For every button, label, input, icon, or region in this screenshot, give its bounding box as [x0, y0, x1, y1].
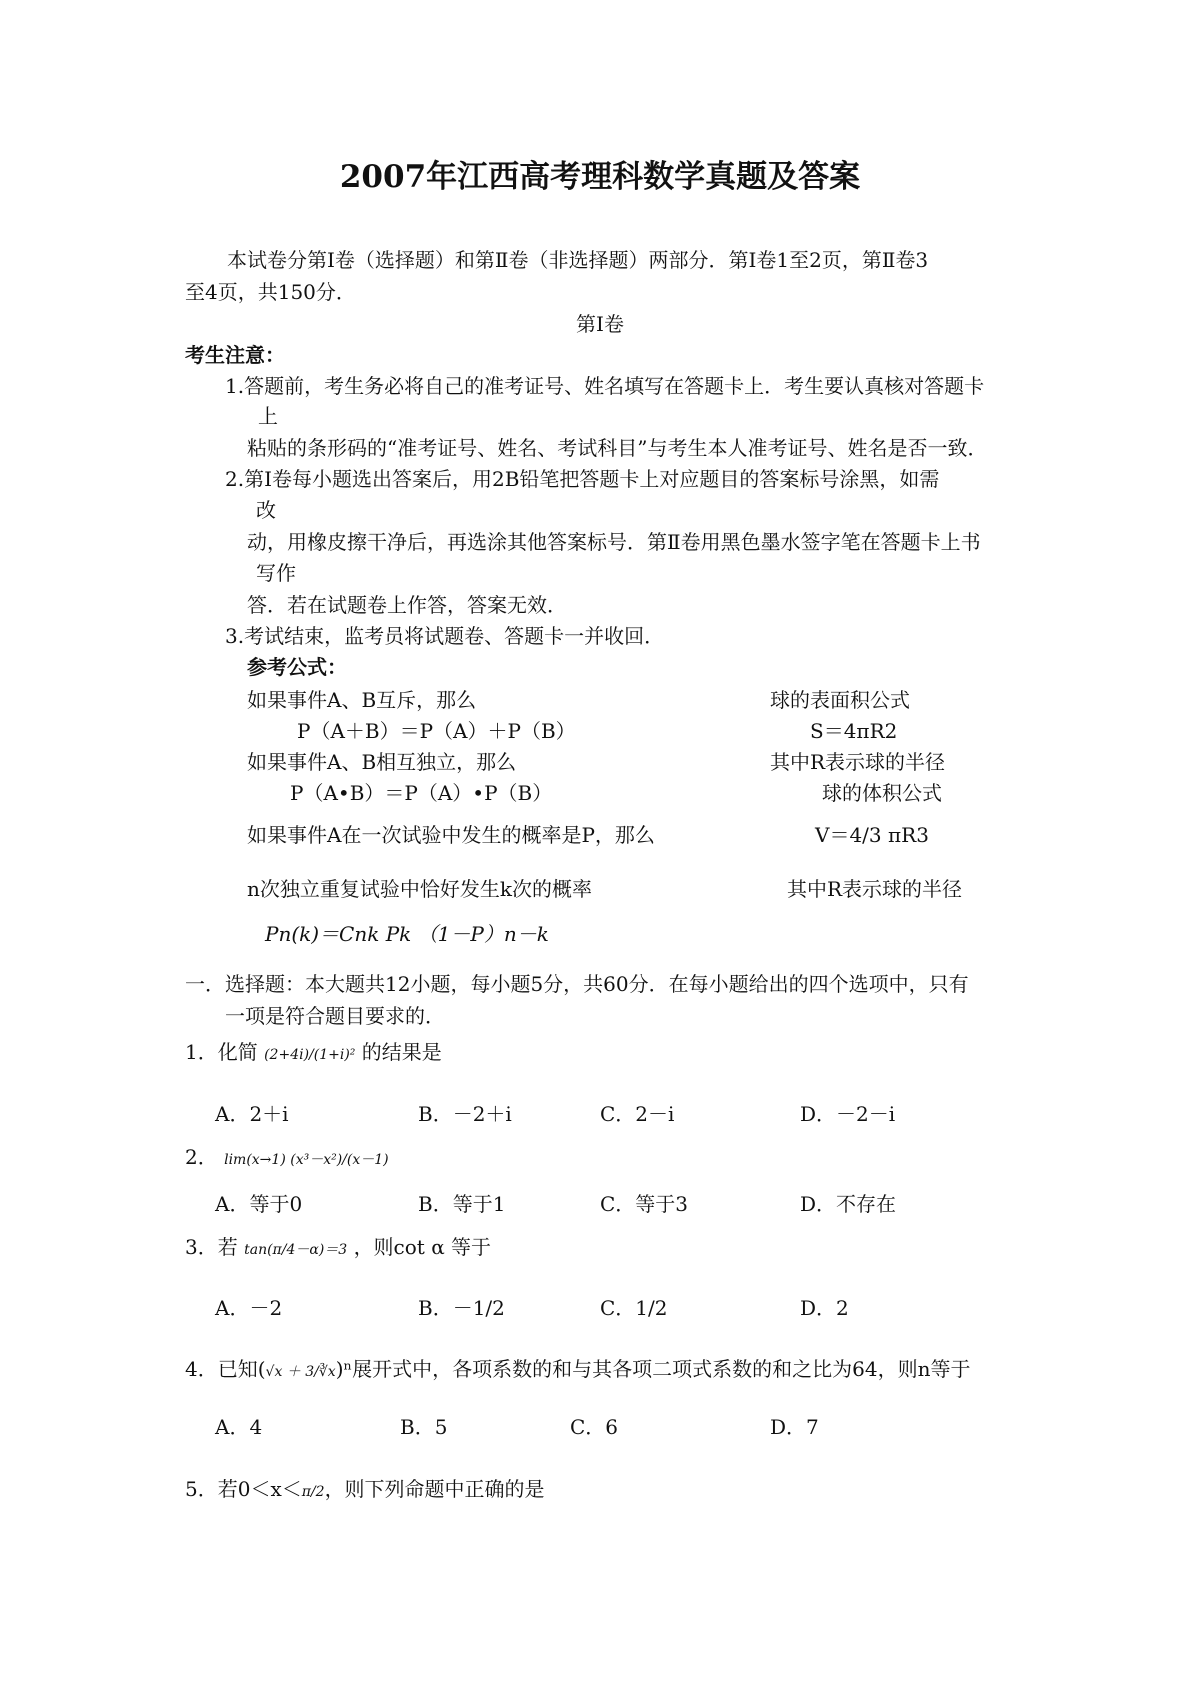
question-stem-text: 2． [185, 1145, 218, 1169]
page-title: 2007年江西高考理科数学真题及答案 [339, 159, 861, 195]
question-expression: √x ＋ 3/∛x [265, 1364, 336, 1380]
option: D．2 [800, 1296, 849, 1320]
part-heading: 一项是符合题目要求的． [225, 1004, 445, 1028]
section-title: 第Ⅰ卷 [576, 312, 624, 336]
option: D．7 [770, 1415, 819, 1439]
option: D．不存在 [800, 1192, 897, 1216]
intro-line: 本试卷分第Ⅰ卷（选择题）和第Ⅱ卷（非选择题）两部分．第Ⅰ卷1至2页，第Ⅱ卷3 [227, 248, 929, 272]
formula-right: V＝4/3 πR3 [815, 823, 929, 847]
option: A．－2 [215, 1296, 283, 1320]
option: A．2＋i [215, 1102, 289, 1126]
question-stem [185, 1357, 971, 1384]
notice-line: 1.答题前，考生务必将自己的准考证号、姓名填写在答题卡上．考生要认真核对答题卡 [225, 374, 985, 398]
question-stem-text: )ⁿ展开式中，各项系数的和与其各项二项式系数的和之比为64，则n等于 [335, 1357, 971, 1381]
option: A．等于0 [215, 1192, 303, 1216]
formula-left: 如果事件A、B相互独立，那么 [247, 750, 517, 774]
notice-line: 写作 [256, 561, 296, 585]
notice-heading: 考生注意： [185, 343, 285, 367]
notice-line: 改 [256, 498, 276, 522]
intro-line: 至4页，共150分． [185, 280, 356, 304]
question-stem-text: 3．若 [185, 1235, 238, 1259]
option: B．等于1 [418, 1192, 506, 1216]
question-stem-text: 1．化简 [185, 1040, 258, 1064]
question-stem [185, 1145, 389, 1172]
option: C．等于3 [600, 1192, 689, 1216]
question-expression: π/2 [301, 1484, 325, 1500]
part-heading: 一．选择题：本大题共12小题，每小题5分，共60分．在每小题给出的四个选项中，只有 [185, 972, 969, 996]
question-stem [185, 1040, 442, 1067]
option: C．1/2 [600, 1296, 668, 1320]
question-stem-text: 的结果是 [361, 1040, 442, 1064]
notice-line: 3.考试结束，监考员将试题卷、答题卡一并收回． [225, 624, 665, 648]
question-stem-text: ，则下列命题中正确的是 [324, 1477, 545, 1501]
option: B．5 [400, 1415, 448, 1439]
formula-left: P（A•B）＝P（A）•P（B） [290, 781, 553, 805]
option: D．－2－i [800, 1102, 896, 1126]
notice-line: 粘贴的条形码的“准考证号、姓名、考试科目”与考生本人准考证号、姓名是否一致． [247, 436, 988, 460]
question-stem [185, 1477, 545, 1504]
option: B．－1/2 [418, 1296, 505, 1320]
formula-left: P（A＋B）＝P（A）＋P（B） [297, 719, 576, 743]
formula-left: 如果事件A、B互斥，那么 [247, 688, 477, 712]
option: C．2－i [600, 1102, 675, 1126]
question-expression: lim(x→1) (x³－x²)/(x－1) [224, 1152, 389, 1168]
question-expression: (2+4i)/(1+i)² [264, 1047, 356, 1063]
notice-line: 上 [258, 404, 278, 428]
formula-left: n次独立重复试验中恰好发生k次的概率 [247, 877, 592, 901]
formula-right: S＝4πR2 [810, 719, 898, 743]
notice-line: 答．若在试题卷上作答，答案无效． [247, 593, 567, 617]
question-expression: tan(π/4－α)＝3 [244, 1242, 348, 1258]
formula-left: 如果事件A在一次试验中发生的概率是P，那么 [247, 823, 655, 847]
formula-right: 其中R表示球的半径 [787, 877, 963, 901]
option: C．6 [570, 1415, 619, 1439]
binomial-formula: Pn(k)＝Cnk Pk （1－P）n－k [265, 922, 549, 946]
question-stem [185, 1235, 491, 1262]
notice-line: 动，用橡皮擦干净后，再选涂其他答案标号．第Ⅱ卷用黑色墨水签字笔在答题卡上书 [247, 530, 981, 554]
formulas-heading: 参考公式： [247, 655, 347, 679]
formula-right: 球的体积公式 [822, 781, 942, 805]
notice-line: 2.第Ⅰ卷每小题选出答案后，用2B铅笔把答题卡上对应题目的答案标号涂黑，如需 [225, 467, 940, 491]
formula-right: 球的表面积公式 [770, 688, 910, 712]
option: B．－2＋i [418, 1102, 512, 1126]
option: A．4 [215, 1415, 263, 1439]
question-stem-text: ，则cot α 等于 [353, 1235, 492, 1259]
question-stem-text: 4．已知( [185, 1357, 266, 1381]
question-stem-text: 5．若0＜x＜ [185, 1477, 302, 1501]
formula-right: 其中R表示球的半径 [770, 750, 946, 774]
